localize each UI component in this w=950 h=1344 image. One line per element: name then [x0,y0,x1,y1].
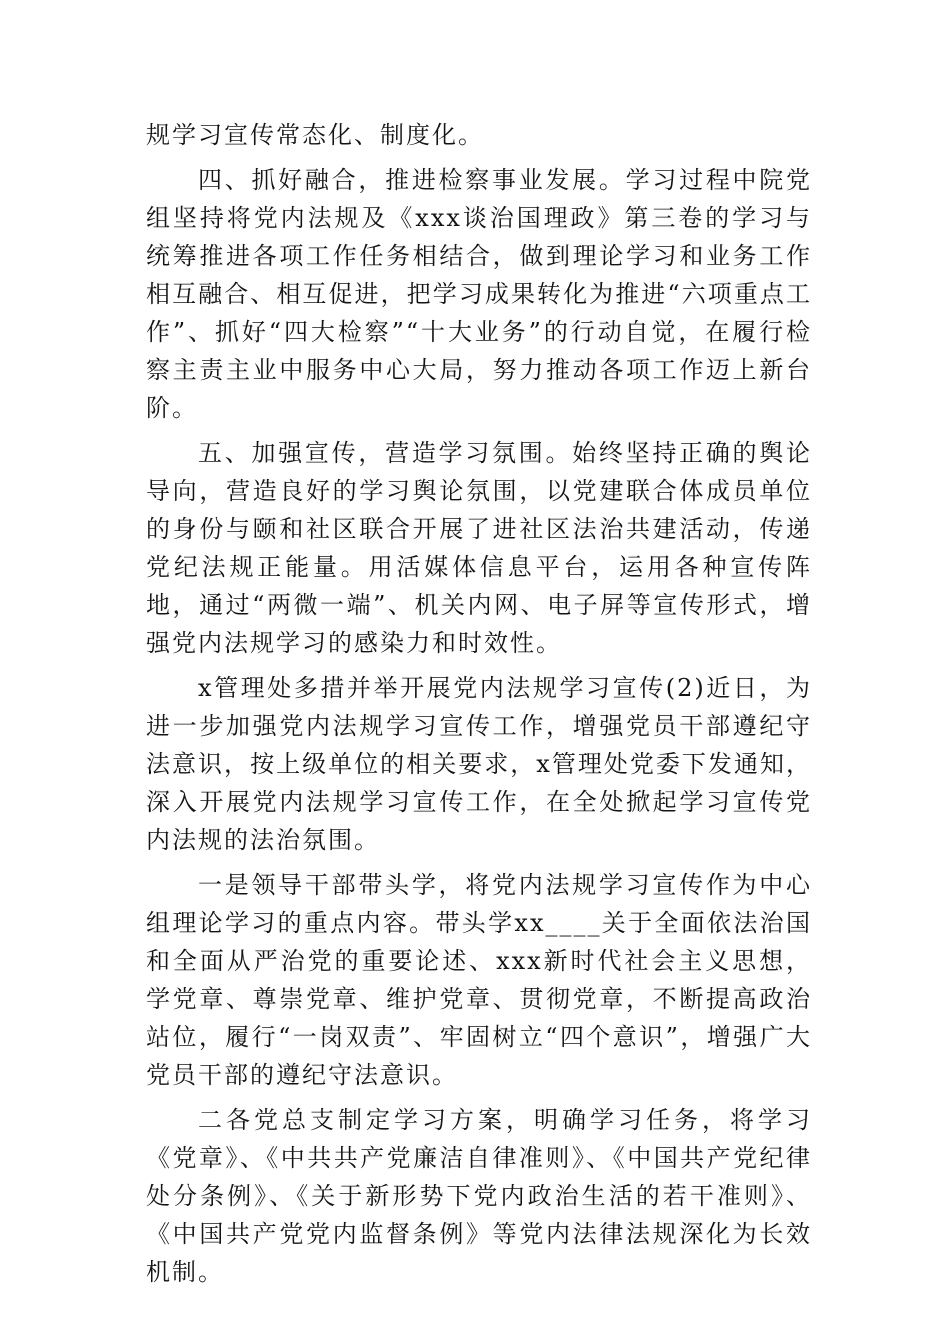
paragraph-1: 规学习宣传常态化、制度化。 [146,121,484,149]
paragraph-5: 一是领导干部带头学，将党内法规学习宣传作为中心组理论学习的重点内容。带头学xx____关于全面依法治国和全面从严治党的重要论述、xxx新时代社会主义思想，学党章、尊崇党章、维护党章、贯彻党章，不断提高政治站位，履行“一岗双责”、牢固树立“四个意识”，增强广大党员干部的遵纪守法意识。 [146,871,812,1089]
document-body [146,116,812,1291]
paragraph-6: 二各党总支制定学习方案，明确学习任务，将学习《党章》、《中共共产党廉洁自律准则》、《中国共产党纪律处分条例》、《关于新形势下党内政治生活的若干准则》、《中国共产党党内监督条例》等党内法律法规深化为长效机制。 [146,1106,812,1286]
paragraph-2: 四、抓好融合，推进检察事业发展。学习过程中院党组坚持将党内法规及《xxx谈治国理政》第三卷的学习与统筹推进各项工作任务相结合，做到理论学习和业务工作相互融合、相互促进，把学习成果转化为推进“六项重点工作”、抓好“四大检察”“十大业务”的行动自觉，在履行检察主责主业中服务中心大局，努力推动各项工作迈上新台阶。 [146,166,812,422]
paragraph-4: x管理处多措并举开展党内法规学习宣传(2)近日，为进一步加强党内法规学习宣传工作，增强党员干部遵纪守法意识，按上级单位的相关要求，x管理处党委下发通知，深入开展党内法规学习宣传工作，在全处掀起学习宣传党内法规的法治氛围。 [146,674,812,854]
paragraph-3: 五、加强宣传，营造学习氛围。始终坚持正确的舆论导向，营造良好的学习舆论氛围，以党建联合体成员单位的身份与颐和社区联合开展了进社区法治共建活动，传递党纪法规正能量。用活媒体信息平台，运用各种宣传阵地，通过“两微一端”、机关内网、电子屏等宣传形式，增强党内法规学习的感染力和时效性。 [146,439,812,657]
